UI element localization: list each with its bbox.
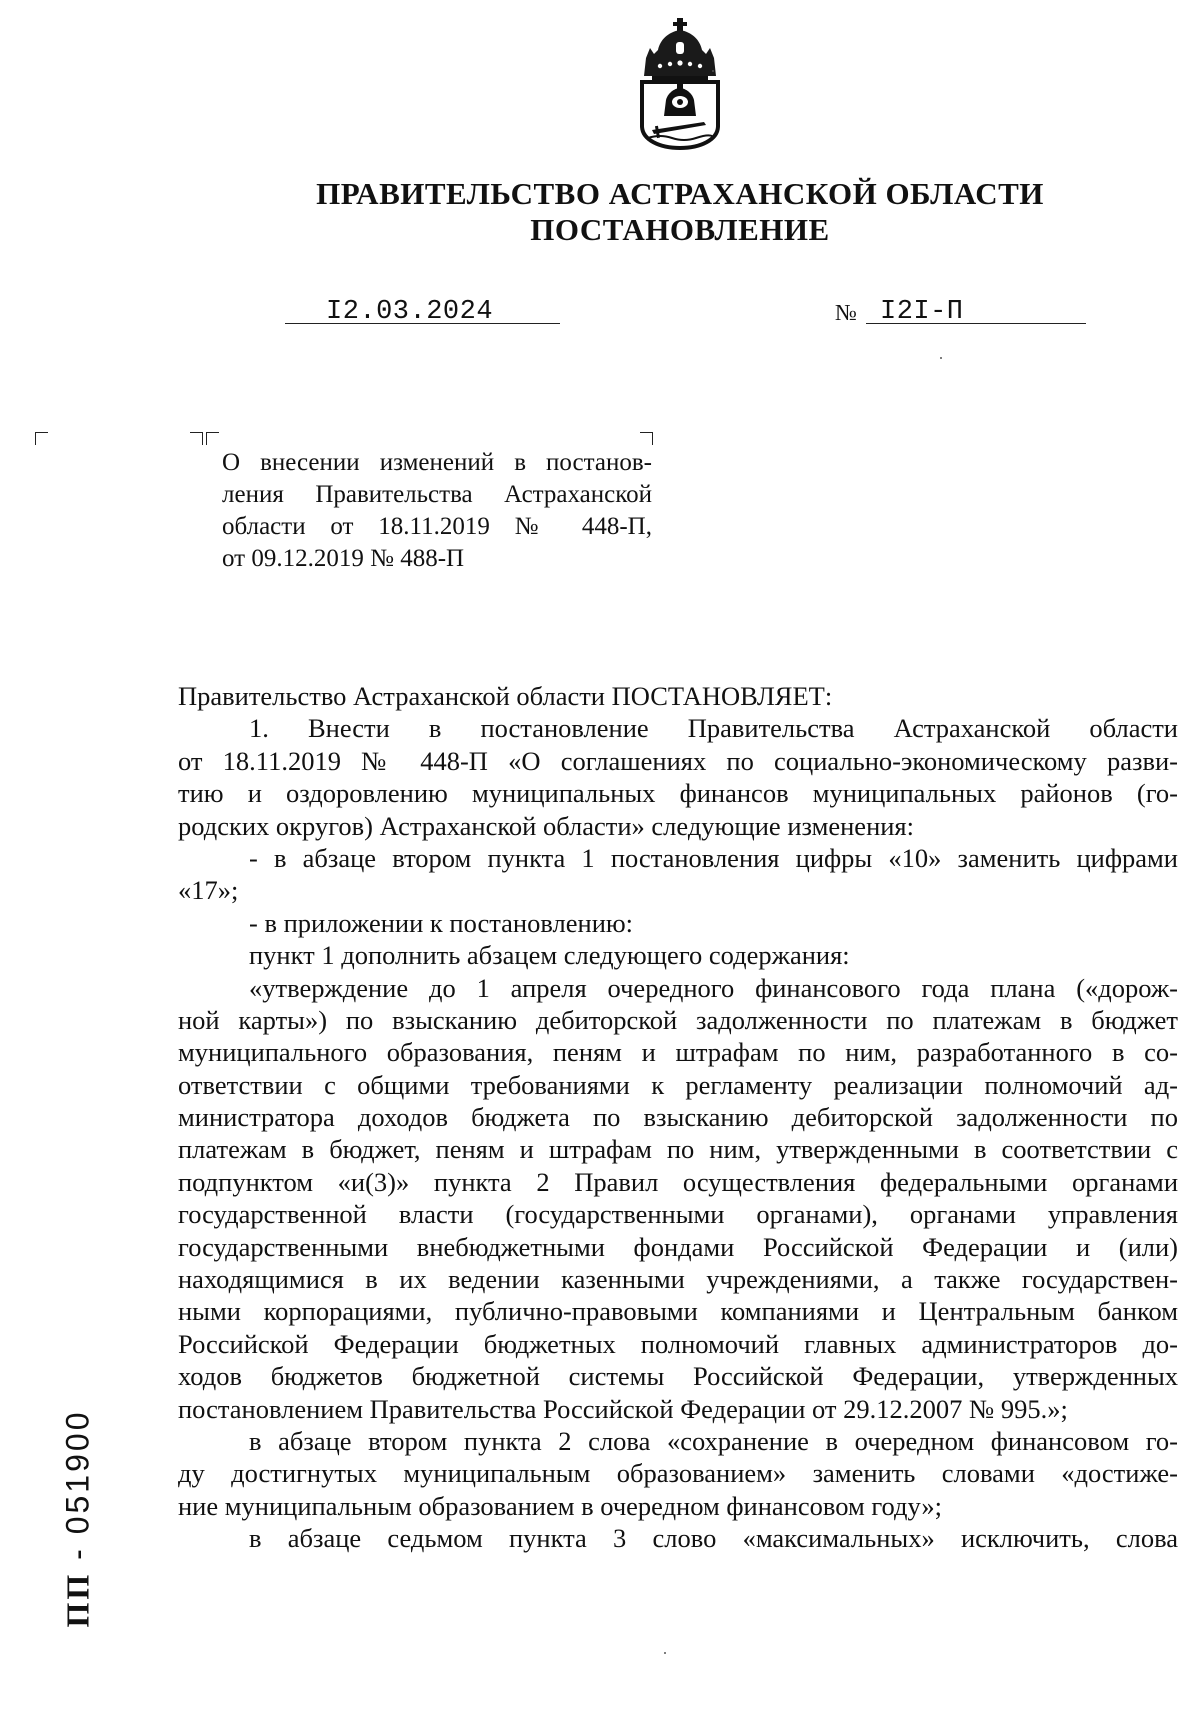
body-line: «17»;	[178, 875, 239, 906]
body-line: «утверждение до 1 апреля очередного финансового года плана («дорож-	[249, 972, 1178, 1003]
body-line: от 18.11.2019 № 448-П «О соглашениях по социально-экономическому разви-	[178, 745, 1178, 776]
body-line: в абзаце втором пункта 2 слова «сохранение в очередном финансовом го-	[249, 1425, 1178, 1456]
subject-line: от 09.12.2019 № 488-П	[222, 545, 465, 572]
coat-of-arms-emblem	[630, 18, 730, 150]
scan-speck	[940, 357, 942, 359]
body-line: постановлением Правительства Российской Федерации от 29.12.2007 № 995.»;	[178, 1393, 1068, 1424]
serial-prefix: ПП	[59, 1571, 96, 1628]
scan-speck	[664, 1652, 666, 1654]
body-line: - в абзаце втором пункта 1 постановления цифры «10» заменить цифрами	[249, 842, 1178, 873]
body-line: ние муниципальным образованием в очередном финансовом году»;	[178, 1490, 943, 1521]
body-line: государственной власти (государственными органами), органами управления	[178, 1199, 1178, 1230]
body-line: Правительство Астраханской области ПОСТАНОВЛЯЕТ:	[178, 681, 833, 711]
subject-corner-mark-right	[640, 432, 653, 445]
subject-corner-mark-left-a	[190, 432, 203, 445]
document-body	[178, 680, 1178, 1555]
document-date: I2.03.2024	[326, 297, 494, 327]
subject-line: ления Правительства Астраханской	[222, 481, 652, 508]
body-line: ответствии с общими требованиями к регламенту реализации полномочий ад-	[178, 1069, 1178, 1100]
body-line: муниципального образования, пеням и штрафам по ним, разработанного в со-	[178, 1037, 1178, 1068]
body-line: государственными внебюджетными фондами Российской Федерации и (или)	[178, 1231, 1178, 1262]
date-underline	[285, 323, 560, 324]
body-line: тию и оздоровлению муниципальных финансов муниципальных районов (го-	[178, 778, 1178, 809]
serial-digits: 051900	[59, 1409, 96, 1535]
body-line: подпунктом «и(3)» пункта 2 Правил осуществления федеральными органами	[178, 1166, 1178, 1197]
government-title: ПРАВИТЕЛЬСТВО АСТРАХАНСКОЙ ОБЛАСТИ	[316, 176, 1044, 211]
body-line: ной карты») по взысканию дебиторской задолженности по платежам в бюджет	[178, 1004, 1178, 1035]
scan-speck	[712, 70, 714, 72]
body-line: находящимися в их ведении казенными учреждениями, а также государствен-	[178, 1264, 1178, 1295]
body-line: ными корпорациями, публично-правовыми компаниями и Центральным банком	[178, 1296, 1178, 1327]
form-serial-number	[60, 1369, 97, 1669]
body-line: ду достигнутых муниципальным образованием» заменить словами «достиже-	[178, 1458, 1178, 1489]
number-underline	[866, 323, 1086, 324]
number-label: №	[835, 300, 857, 325]
subject-corner-mark-left-b	[206, 432, 219, 445]
document-number: I2I-П	[880, 297, 964, 327]
body-line: в абзаце седьмом пункта 3 слово «максимальных» исключить, слова	[249, 1523, 1178, 1554]
body-line: Российской Федерации бюджетных полномочий главных администраторов до-	[178, 1328, 1178, 1359]
body-line: - в приложении к постановлению:	[249, 907, 634, 938]
subject-line: области от 18.11.2019 № 448-П,	[222, 513, 652, 540]
document-subject	[222, 447, 652, 575]
subject-line: О внесении изменений в постанов-	[222, 449, 652, 476]
serial-separator: -	[59, 1534, 96, 1572]
body-line: ходов бюджетов бюджетной системы Российской Федерации, утвержденных	[178, 1361, 1178, 1392]
body-line: пункт 1 дополнить абзацем следующего содержания:	[249, 940, 850, 971]
body-line: министратора доходов бюджета по взысканию дебиторской задолженности по	[178, 1102, 1178, 1133]
body-line: родских округов) Астраханской области» следующие изменения:	[178, 810, 914, 841]
body-line: платежам в бюджет, пеням и штрафам по ним, утвержденными в соответствии с	[178, 1134, 1178, 1165]
document-type-title: ПОСТАНОВЛЕНИЕ	[530, 212, 830, 247]
body-line: 1. Внести в постановление Правительства Астраханской области	[249, 713, 1178, 744]
left-corner-mark	[35, 432, 48, 445]
